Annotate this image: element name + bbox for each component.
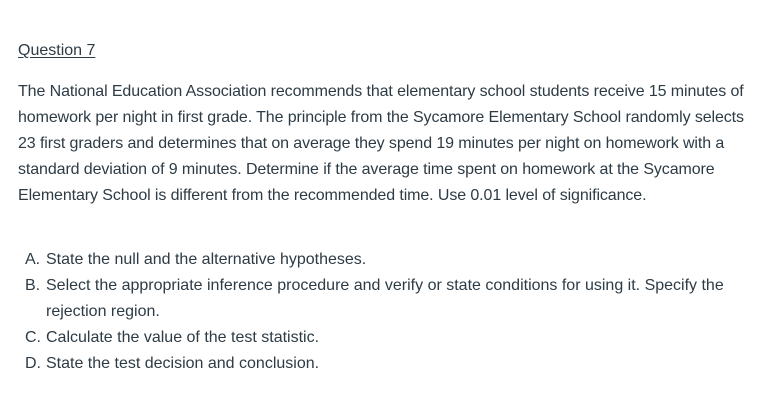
question-part-d xyxy=(25,351,760,377)
part-letter: C. xyxy=(25,329,41,346)
question-part-b xyxy=(25,273,760,325)
part-text: Select the appropriate inference procedure and verify or state conditions for using it. Specify the rejection region. xyxy=(46,277,724,320)
question-part-c xyxy=(25,325,760,351)
question-title: Question 7 xyxy=(18,42,96,59)
part-text: State the test decision and conclusion. xyxy=(46,355,320,372)
part-letter: B. xyxy=(25,277,41,294)
part-letter: A. xyxy=(25,251,41,268)
question-text: The National Education Association recommends that elementary school students receive 15 minutes of homework per night in first grade. The principle from the Sycamore Elementary School randomly selects 23 first graders and determines that on average they spend 19 minutes per night on homework with a standard deviation of 9 minutes. Determine if the average time spent on homework at the Sycamore Elementary School is different from the recommended time. Use 0.01 level of significance. xyxy=(18,83,744,204)
question-parts-list xyxy=(25,247,760,377)
part-text: Calculate the value of the test statistic. xyxy=(46,329,320,346)
part-letter: D. xyxy=(25,355,41,372)
question-part-a xyxy=(25,247,760,273)
part-text: State the null and the alternative hypotheses. xyxy=(46,251,367,268)
